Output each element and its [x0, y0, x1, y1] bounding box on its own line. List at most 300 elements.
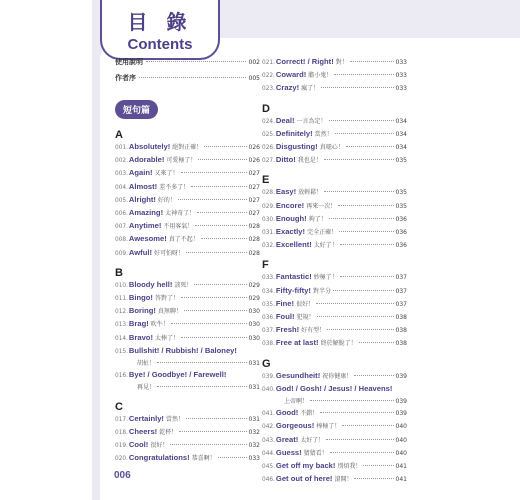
entry-number: 005. [115, 197, 128, 204]
dot-leader [338, 205, 393, 206]
entry-number: 010. [115, 282, 128, 289]
dot-leader [354, 478, 393, 479]
entry-page: 035 [395, 157, 407, 165]
entry-page: 031 [248, 415, 260, 423]
toc-entry[interactable] [262, 213, 407, 226]
entry-chinese: 犯規！ [296, 314, 315, 322]
dot-leader [218, 457, 247, 458]
entry-chinese: 再見！ [137, 384, 156, 392]
entry-number: 042. [262, 424, 275, 431]
entry-chinese: 胡扯！ [137, 360, 156, 368]
entry-page: 028 [248, 249, 260, 257]
toc-entry[interactable] [262, 383, 407, 396]
entry-english: Cool! [128, 440, 149, 450]
title-chinese: 目 錄 [127, 10, 193, 34]
entry-page: 039 [395, 372, 407, 380]
toc-entry[interactable] [262, 447, 407, 460]
toc-entry[interactable] [262, 141, 407, 154]
entry-number: 009. [115, 250, 128, 257]
entry-chinese: 可愛極了！ [166, 157, 197, 165]
dot-leader [317, 316, 394, 317]
entry-page: 040 [395, 449, 407, 457]
entry-chinese: 吹牛！ [150, 321, 169, 329]
toc-entry[interactable] [262, 69, 407, 82]
toc-entry[interactable] [115, 141, 260, 154]
entry-chinese: 太棒了！ [154, 334, 179, 342]
entry-chinese: 終於解脫了！ [320, 340, 357, 348]
entry-page: 039 [395, 410, 407, 418]
entry-chinese: 瘋了！ [301, 85, 320, 93]
entry-chinese: 滾開！ [334, 476, 353, 484]
dot-leader [320, 412, 393, 413]
dot-leader [326, 439, 393, 440]
entry-page: 035 [395, 189, 407, 197]
entry-english: Easy! [275, 187, 297, 197]
dot-leader [334, 74, 393, 75]
entry-english: Disgusting! [275, 142, 318, 152]
toc-front-item[interactable] [115, 56, 260, 69]
entry-english: Bingo! [128, 293, 153, 303]
toc-entry[interactable] [115, 233, 260, 246]
entry-number: 006. [115, 211, 128, 218]
entry-chinese: 再來一次！ [306, 202, 337, 210]
toc-entry[interactable] [115, 279, 260, 292]
entry-chinese: 又來了！ [154, 170, 179, 178]
entry-chinese: 一言為定！ [296, 117, 327, 125]
entry-number: 002. [115, 158, 128, 165]
toc-entry[interactable] [115, 167, 260, 180]
entry-page: 027 [248, 183, 260, 191]
toc-front-page: 002 [248, 59, 260, 66]
dot-leader [333, 290, 394, 291]
entry-english: Definitely! [275, 128, 313, 138]
dot-leader [316, 303, 393, 304]
dot-leader [201, 238, 247, 239]
dot-leader [181, 337, 247, 338]
entry-chinese: 我也是！ [297, 157, 322, 165]
toc-entry[interactable] [115, 426, 260, 439]
entry-chinese: 夠了！ [308, 215, 327, 223]
entry-page: 038 [395, 327, 407, 335]
toc-entry[interactable] [262, 298, 407, 311]
entry-number: 031. [262, 230, 275, 237]
entry-english: Bye! / Goodbye! / Farewell! [128, 370, 227, 380]
entry-chinese: 差不多了！ [159, 183, 190, 191]
entry-english: Ditto! [275, 155, 296, 165]
group-spacer [262, 96, 407, 101]
dot-leader [198, 159, 246, 160]
entry-number: 030. [262, 216, 275, 223]
entry-chinese: 別煩我！ [337, 463, 362, 471]
toc-entry[interactable] [262, 239, 407, 252]
toc-entry[interactable] [262, 226, 407, 239]
dot-leader [335, 133, 394, 134]
entry-page: 029 [248, 295, 260, 303]
toc-entry[interactable] [262, 128, 407, 141]
entry-english: Good! [275, 408, 299, 418]
entry-chinese: 棒極了！ [316, 423, 341, 431]
entry-number: 021. [262, 60, 275, 66]
entry-english: Free at last! [275, 338, 319, 348]
dot-leader [327, 329, 393, 330]
entry-english: Crazy! [275, 83, 300, 93]
toc-entry[interactable] [115, 305, 260, 318]
entry-english: God! / Gosh! / Jesus! / Heavens! [275, 383, 393, 393]
entry-english: Correct! / Right! [275, 57, 334, 66]
toc-front-item[interactable] [115, 72, 260, 85]
entry-english: Certainly! [128, 413, 164, 423]
entry-page: 030 [248, 321, 260, 329]
group-spacer [262, 486, 407, 491]
entry-page: 030 [248, 334, 260, 342]
entry-english: Fresh! [275, 325, 300, 335]
entry-number: 017. [115, 416, 128, 423]
letter-heading: C [115, 400, 123, 413]
letter-heading: F [262, 259, 269, 272]
entry-chinese: 膽小鬼！ [308, 72, 333, 80]
toc-entry[interactable] [115, 247, 260, 260]
entry-number: 003. [115, 171, 128, 178]
dot-leader [350, 61, 394, 62]
dot-leader [195, 225, 246, 226]
toc-entry[interactable] [115, 345, 260, 358]
entry-chinese: 太好了！ [313, 242, 338, 250]
entry-english: Boring! [128, 306, 156, 316]
letter-heading: D [262, 102, 270, 115]
entry-number: 013. [115, 322, 128, 329]
toc-entry[interactable] [115, 220, 260, 233]
entry-number: 011. [115, 296, 128, 303]
group-spacer [262, 351, 407, 356]
entry-number: 008. [115, 237, 128, 244]
entry-number: 020. [115, 456, 128, 463]
entry-number: 032. [262, 243, 275, 250]
toc-entry[interactable] [262, 82, 407, 95]
entry-page: 038 [395, 314, 407, 322]
entry-number: 045. [262, 464, 275, 471]
entry-english: Fine! [275, 298, 295, 308]
toc-entry[interactable] [262, 200, 407, 213]
toc-front-label: 作者序 [115, 74, 136, 82]
entry-page: 027 [248, 170, 260, 178]
entry-page: 029 [248, 281, 260, 289]
entry-english: Enough! [275, 213, 307, 223]
entry-page: 037 [395, 287, 407, 295]
toc-entry[interactable] [262, 370, 407, 383]
entry-english: Guess! [275, 447, 302, 457]
entry-chinese: 完全正確！ [307, 229, 338, 237]
dot-leader [181, 297, 247, 298]
toc-entry[interactable] [262, 407, 407, 420]
toc-entry[interactable] [262, 324, 407, 337]
entry-number: 043. [262, 437, 275, 444]
entry-english: Adorable! [128, 155, 165, 165]
entry-chinese: 很好！ [150, 442, 169, 450]
entry-number: 027. [262, 158, 275, 165]
entry-english: Encore! [275, 200, 305, 210]
dot-leader [342, 425, 393, 426]
entry-english: Fifty-fifty! [275, 285, 311, 295]
entry-page: 041 [395, 463, 407, 471]
toc-entry[interactable] [262, 154, 407, 167]
entry-chinese: 太好了！ [300, 436, 325, 444]
toc-entry[interactable] [262, 186, 407, 199]
entry-page: 035 [395, 202, 407, 210]
dot-leader [157, 362, 247, 363]
entry-number: 041. [262, 411, 275, 418]
dot-leader [191, 186, 246, 187]
toc-entry[interactable] [115, 413, 260, 426]
toc-entry[interactable] [115, 369, 260, 382]
dot-leader [329, 120, 394, 121]
toc-entry[interactable] [262, 434, 407, 447]
entry-number: 040. [262, 386, 275, 393]
dot-leader [324, 191, 393, 192]
entry-chinese: 對半分 [312, 287, 331, 295]
toc-entry[interactable] [115, 181, 260, 194]
dot-leader [197, 212, 246, 213]
dot-leader [194, 284, 246, 285]
letter-heading: B [115, 266, 123, 279]
page-number: 006 [114, 470, 131, 481]
dot-leader [329, 218, 394, 219]
entry-english: Almost! [128, 181, 158, 191]
entry-english: Again! [128, 168, 153, 178]
toc-entry[interactable] [262, 396, 407, 407]
toc-entry[interactable] [115, 452, 260, 465]
entry-english: Bullshit! / Rubbish! / Baloney! [128, 345, 237, 355]
entry-english: Awful! [128, 247, 152, 257]
entry-english: Amazing! [128, 208, 164, 218]
letter-heading: A [115, 129, 123, 141]
toc-entry[interactable] [115, 292, 260, 305]
entry-page: 036 [395, 229, 407, 237]
dot-leader [179, 431, 246, 432]
group-spacer [262, 252, 407, 257]
toc-entry[interactable] [262, 56, 407, 69]
toc-entry[interactable] [115, 439, 260, 452]
section-badge: 短句篇 [115, 100, 158, 119]
entry-page: 028 [248, 223, 260, 231]
entry-page: 032 [248, 442, 260, 450]
dot-leader [181, 172, 247, 173]
entry-chinese: 很好！ [296, 300, 315, 308]
entry-page: 040 [395, 423, 407, 431]
entry-chinese: 不錯！ [300, 410, 319, 418]
dot-leader [354, 375, 393, 376]
entry-english: Gorgeous! [275, 421, 315, 431]
title-tab [100, 0, 220, 60]
entry-english: Awesome! [128, 234, 167, 244]
entry-page: 040 [395, 436, 407, 444]
entry-chinese: 好的！ [157, 196, 176, 204]
entry-number: 033. [262, 275, 275, 282]
dot-leader [171, 323, 247, 324]
right-column [262, 56, 407, 491]
entry-number: 044. [262, 450, 275, 457]
entry-chinese: 不用客氣！ [163, 223, 194, 231]
entry-chinese: 乾杯！ [159, 428, 178, 436]
right-groups [262, 56, 407, 491]
entry-number: 036. [262, 315, 275, 322]
group-spacer [115, 394, 260, 399]
toc-entry[interactable] [115, 318, 260, 331]
entry-chinese: 絕對正確！ [172, 144, 203, 151]
entry-chinese: 妙極了！ [313, 274, 338, 282]
left-column [115, 56, 260, 470]
dot-leader [321, 87, 393, 88]
dot-leader [363, 465, 393, 466]
entry-number: 023. [262, 86, 275, 93]
entry-english: Get out of here! [275, 474, 333, 484]
dot-leader [310, 400, 394, 401]
entry-page: 026 [248, 157, 260, 165]
entry-chinese: 當然！ [165, 415, 184, 423]
entry-english: Cheers! [128, 426, 158, 436]
entry-chinese: 恭喜啊！ [191, 455, 216, 463]
dot-leader [324, 159, 394, 160]
entry-chinese: 上帝啊！ [284, 398, 309, 406]
toc-entry[interactable] [115, 382, 260, 393]
entry-english: Congratulations! [128, 453, 190, 463]
entry-chinese: 真了不起！ [168, 236, 199, 244]
entry-number: 014. [115, 335, 128, 342]
toc-front-label: 使用說明 [115, 58, 143, 66]
entry-page: 033 [248, 455, 260, 463]
toc-entry[interactable] [262, 473, 407, 486]
entry-english: Foul! [275, 312, 295, 322]
toc-entry[interactable] [115, 207, 260, 220]
entry-english: Fantastic! [275, 272, 312, 282]
entry-english: Bravo! [128, 332, 153, 342]
group-spacer [262, 167, 407, 172]
entry-page: 032 [248, 428, 260, 436]
entry-number: 001. [115, 145, 128, 151]
toc-entry[interactable] [262, 311, 407, 324]
toc-entry[interactable] [115, 332, 260, 345]
entry-page: 039 [395, 398, 407, 406]
entry-number: 029. [262, 203, 275, 210]
entry-page: 028 [248, 236, 260, 244]
entry-english: Excellent! [275, 240, 312, 250]
entry-number: 019. [115, 443, 128, 450]
dot-leader [178, 199, 247, 200]
entry-page: 036 [395, 242, 407, 250]
entry-english: Exactly! [275, 227, 306, 237]
dot-leader [146, 61, 246, 62]
toc-entry[interactable] [262, 337, 407, 350]
entry-page: 038 [395, 340, 407, 348]
title-english: Contents [127, 36, 193, 53]
group-spacer [115, 260, 260, 265]
entry-chinese: 放輕鬆！ [298, 189, 323, 197]
entry-number: 035. [262, 301, 275, 308]
entry-chinese: 猜猜看！ [303, 449, 328, 457]
entry-chinese: 對！ [335, 59, 348, 66]
entry-chinese: 好有型！ [301, 327, 326, 335]
entry-chinese: 好可怕呀！ [153, 249, 184, 257]
entry-number: 038. [262, 341, 275, 348]
toc-entry[interactable] [262, 271, 407, 284]
entry-page: 030 [248, 308, 260, 316]
toc-entry[interactable] [262, 285, 407, 298]
entry-chinese: 祝你健康！ [322, 372, 353, 380]
entry-number: 028. [262, 190, 275, 197]
dot-leader [346, 146, 394, 147]
entry-english: Great! [275, 434, 299, 444]
entry-number: 039. [262, 373, 275, 380]
entry-page: 027 [248, 210, 260, 218]
entry-number: 046. [262, 477, 275, 484]
toc-entry[interactable] [115, 358, 260, 369]
dot-leader [170, 444, 246, 445]
letter-heading: G [262, 357, 271, 370]
entry-page: 026 [248, 144, 260, 151]
entry-page: 031 [248, 384, 260, 392]
entry-page: 036 [395, 215, 407, 223]
entry-number: 016. [115, 373, 128, 380]
entry-number: 037. [262, 328, 275, 335]
entry-page: 033 [395, 59, 407, 66]
entry-page: 034 [395, 117, 407, 125]
entry-number: 022. [262, 73, 275, 80]
entry-chinese: 真噁心！ [319, 144, 344, 152]
entry-number: 015. [115, 348, 128, 355]
left-groups [115, 129, 260, 470]
entry-english: Brag! [128, 319, 149, 329]
toc-entry[interactable] [115, 194, 260, 207]
dot-leader [340, 276, 394, 277]
entry-number: 012. [115, 309, 128, 316]
toc-entry[interactable] [262, 460, 407, 473]
dot-leader [204, 146, 246, 147]
entry-english: Get off my back! [275, 461, 336, 471]
dot-leader [330, 452, 394, 453]
entry-chinese: 答對了！ [154, 295, 179, 303]
entry-page: 031 [248, 360, 260, 368]
entry-number: 026. [262, 145, 275, 152]
dot-leader [339, 231, 393, 232]
entry-english: Absolutely! [128, 142, 171, 151]
group-spacer [115, 465, 260, 470]
toc-entry[interactable] [115, 154, 260, 167]
entry-page: 037 [395, 274, 407, 282]
entry-english: Anytime! [128, 221, 162, 231]
dot-leader [157, 386, 247, 387]
entry-page: 033 [395, 85, 407, 93]
entry-page: 034 [395, 130, 407, 138]
entry-number: 007. [115, 224, 128, 231]
entry-number: 034. [262, 288, 275, 295]
dot-leader [340, 244, 394, 245]
entry-page: 041 [395, 476, 407, 484]
dot-leader [359, 342, 394, 343]
entry-english: Bloody hell! [128, 279, 173, 289]
entry-chinese: 該死！ [174, 281, 193, 289]
entry-number: 025. [262, 131, 275, 138]
toc-entry[interactable] [262, 420, 407, 433]
entry-english: Alright! [128, 194, 156, 204]
entry-english: Gesundheit! [275, 370, 321, 380]
entry-chinese: 當然！ [314, 130, 333, 138]
entry-chinese: 真無聊！ [157, 308, 182, 316]
entry-page: 037 [395, 300, 407, 308]
dot-leader [186, 252, 247, 253]
dot-leader [139, 77, 246, 78]
toc-entry[interactable] [262, 115, 407, 128]
entry-page: 027 [248, 196, 260, 204]
letter-heading: E [262, 174, 270, 187]
